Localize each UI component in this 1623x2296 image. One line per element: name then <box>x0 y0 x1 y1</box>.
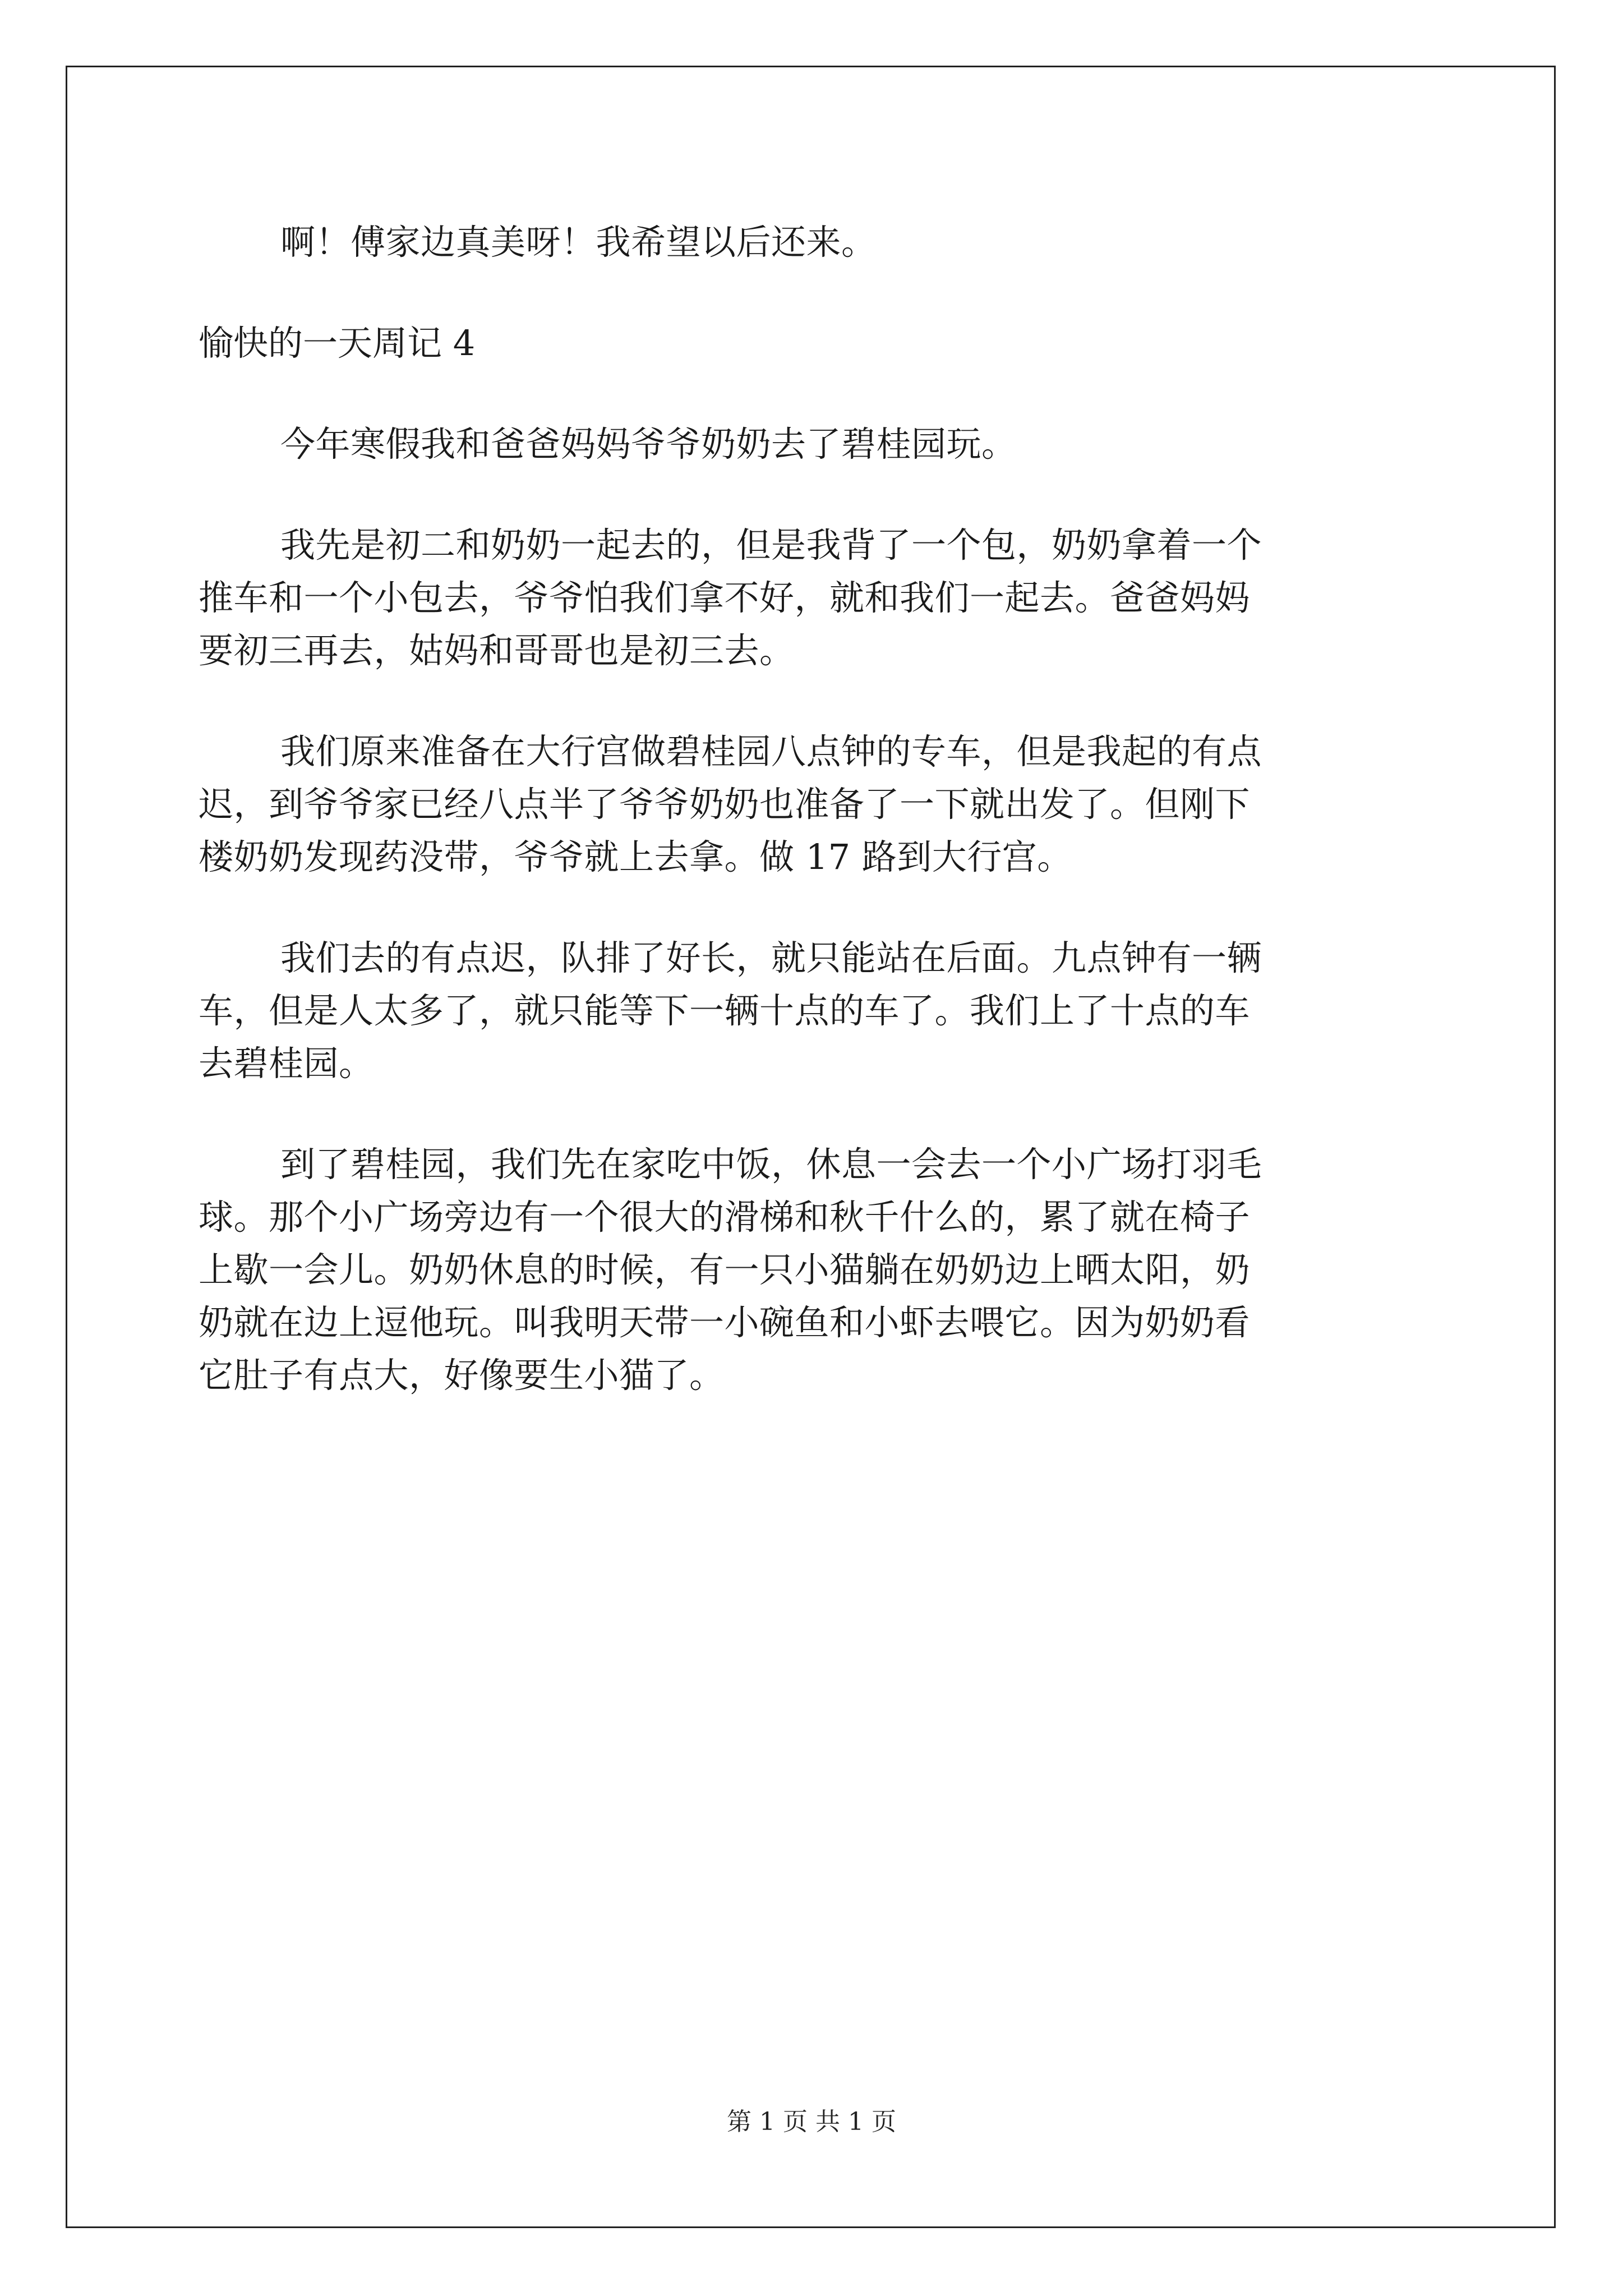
document-body <box>199 216 1427 1450</box>
paragraph-line: 到了碧桂园，我们先在家吃中饭，休息一会去一个小广场打羽毛 <box>280 1144 1262 1185</box>
paragraph-4 <box>199 932 1427 1090</box>
paragraph-line: 啊！傅家边真美呀！我希望以后还来。 <box>280 222 877 263</box>
section-heading: 愉快的一天周记 4 <box>199 323 476 364</box>
paragraph-line: 它肚子有点大，好像要生小猫了。 <box>199 1355 725 1396</box>
paragraph-5 <box>199 1138 1427 1402</box>
paragraph-line: 去碧桂园。 <box>199 1043 374 1084</box>
paragraph-line: 奶就在边上逗他玩。叫我明天带一小碗鱼和小虾去喂它。因为奶奶看 <box>199 1302 1251 1343</box>
paragraph-line: 我们去的有点迟，队排了好长，就只能站在后面。九点钟有一辆 <box>280 937 1262 978</box>
page-number-footer: 第 1 页 共 1 页 <box>727 2108 896 2136</box>
paragraph-line: 推车和一个小包去，爷爷怕我们拿不好，就和我们一起去。爸爸妈妈 <box>199 577 1251 618</box>
intro-paragraph <box>199 216 1427 269</box>
paragraph-line: 楼奶奶发现药没带，爷爷就上去拿。做 17 路到大行宫。 <box>199 836 1072 877</box>
paragraph-line: 车，但是人太多了，就只能等下一辆十点的车了。我们上了十点的车 <box>199 990 1251 1031</box>
paragraph-line: 我们原来准备在大行宫做碧桂园八点钟的专车，但是我起的有点 <box>280 731 1262 772</box>
paragraph-line: 球。那个小广场旁边有一个很大的滑梯和秋千什么的，累了就在椅子 <box>199 1197 1251 1237</box>
paragraph-line: 今年寒假我和爸爸妈妈爷爷奶奶去了碧桂园玩。 <box>280 424 1017 464</box>
paragraph-line: 迟，到爷爷家已经八点半了爷爷奶奶也准备了一下就出发了。但刚下 <box>199 784 1251 825</box>
paragraph-line: 我先是初二和奶奶一起去的，但是我背了一个包，奶奶拿着一个 <box>280 524 1262 565</box>
paragraph-line: 要初三再去，姑妈和哥哥也是初三去。 <box>199 630 795 671</box>
paragraph-1 <box>199 418 1427 471</box>
paragraph-3 <box>199 725 1427 884</box>
paragraph-line: 上歇一会儿。奶奶休息的时候，有一只小猫躺在奶奶边上晒太阳，奶 <box>199 1249 1251 1290</box>
paragraph-2 <box>199 519 1427 677</box>
